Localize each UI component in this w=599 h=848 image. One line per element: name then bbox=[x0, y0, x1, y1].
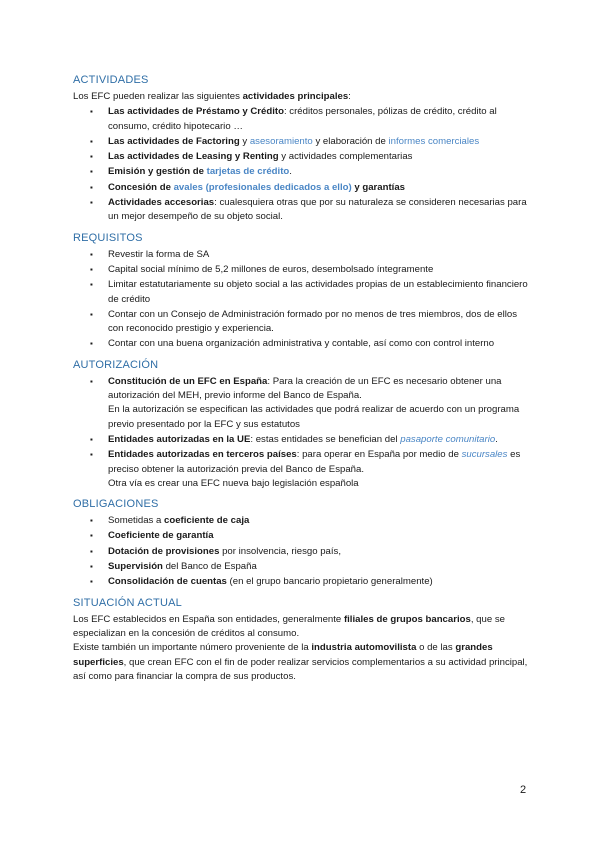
situacion-paragraph-1: Los EFC establecidos en España son entidades, generalmente filiales de grupos bancarios, que se especializan en la concesión de créditos al consumo. bbox=[73, 613, 505, 639]
situacion-paragraph-2: Existe también un importante número proveniente de la industria automovilista o de las grandes superficies, que crean EFC con el fin de poder realizar servicios complementarios a su actividad principal, así como para financiar la compra de sus productos. bbox=[73, 642, 528, 682]
list-item: ▪ Las actividades de Factoring y asesoramiento y elaboración de informes comerciales bbox=[73, 135, 528, 149]
list-item: ▪ Sometidas a coeficiente de caja bbox=[73, 514, 528, 528]
section-heading-obligaciones: OBLIGACIONES bbox=[73, 498, 159, 511]
link-asesoramiento[interactable]: asesoramiento bbox=[249, 135, 313, 147]
list-item: ▪ Dotación de provisiones por insolvencia, riesgo país, bbox=[73, 545, 528, 559]
link-pasaporte-comunitario[interactable]: pasaporte comunitario bbox=[400, 433, 496, 445]
page-content bbox=[73, 73, 528, 684]
actividades-intro: Los EFC pueden realizar las siguientes actividades principales: bbox=[73, 91, 351, 102]
link-informes-comerciales[interactable]: informes comerciales bbox=[388, 135, 480, 147]
list-item: ▪ Concesión de avales (profesionales dedicados a ello) y garantías bbox=[73, 181, 528, 195]
list-item: ▪ Las actividades de Leasing y Renting y actividades complementarias bbox=[73, 150, 528, 164]
list-item: ▪ Contar con un Consejo de Administración formado por no menos de tres miembros, dos de ellos con reconocido prestigio y experiencia. bbox=[73, 308, 528, 337]
list-item: ▪ Limitar estatutariamente su objeto social a las actividades propias de un establecimiento financiero de crédito bbox=[73, 278, 528, 307]
obligaciones-list bbox=[73, 514, 528, 589]
list-item: ▪ Constitución de un EFC en España: Para la creación de un EFC es necesario obtener una autorización del MEH, previo informe del Banco de España. En la autorización se especifican las actividades que podrá realizar de acuerdo con un programa previo presentado por la EFC y sus estatutos bbox=[73, 375, 528, 432]
link-tarjetas-de-credito[interactable]: tarjetas de crédito bbox=[206, 166, 290, 178]
link-sucursales[interactable]: sucursales bbox=[461, 449, 508, 461]
page-number: 2 bbox=[520, 784, 527, 796]
actividades-list bbox=[73, 105, 528, 224]
list-item: ▪ Emisión y gestión de tarjetas de crédito. bbox=[73, 165, 528, 179]
requisitos-list bbox=[73, 248, 528, 352]
link-avales[interactable]: avales (profesionales dedicados a ello) bbox=[173, 181, 352, 193]
list-item: ▪ Revestir la forma de SA bbox=[73, 248, 528, 262]
list-item: ▪ Consolidación de cuentas (en el grupo bancario propietario generalmente) bbox=[73, 575, 528, 589]
section-heading-situacion-actual: SITUACIÓN ACTUAL bbox=[73, 596, 182, 609]
list-item: ▪ Capital social mínimo de 5,2 millones de euros, desembolsado íntegramente bbox=[73, 263, 528, 277]
list-item: ▪ Entidades autorizadas en terceros países: para operar en España por medio de sucursales es preciso obtener la autorización previa del Banco de España. Otra vía es crear una EFC nueva bajo legislación española bbox=[73, 448, 528, 491]
list-item: ▪ Supervisión del Banco de España bbox=[73, 560, 528, 574]
list-item: ▪ Actividades accesorias: cualesquiera otras que por su naturaleza se consideren necesarias para un mejor desempeño de su objeto social. bbox=[73, 196, 528, 225]
autorizacion-list bbox=[73, 375, 528, 491]
section-heading-actividades: ACTIVIDADES bbox=[73, 74, 149, 86]
list-item: ▪ Coeficiente de garantía bbox=[73, 529, 528, 543]
list-item: ▪ Las actividades de Préstamo y Crédito: créditos personales, pólizas de crédito, crédito al consumo, crédito hipotecario … bbox=[73, 105, 528, 134]
list-item: ▪ Entidades autorizadas en la UE: estas entidades se benefician del pasaporte comunitario. bbox=[73, 433, 528, 447]
section-heading-autorizacion: AUTORIZACIÓN bbox=[73, 358, 159, 371]
list-item: ▪ Contar con una buena organización administrativa y contable, así como con control interno bbox=[73, 337, 528, 351]
section-heading-requisitos: REQUISITOS bbox=[73, 231, 143, 244]
